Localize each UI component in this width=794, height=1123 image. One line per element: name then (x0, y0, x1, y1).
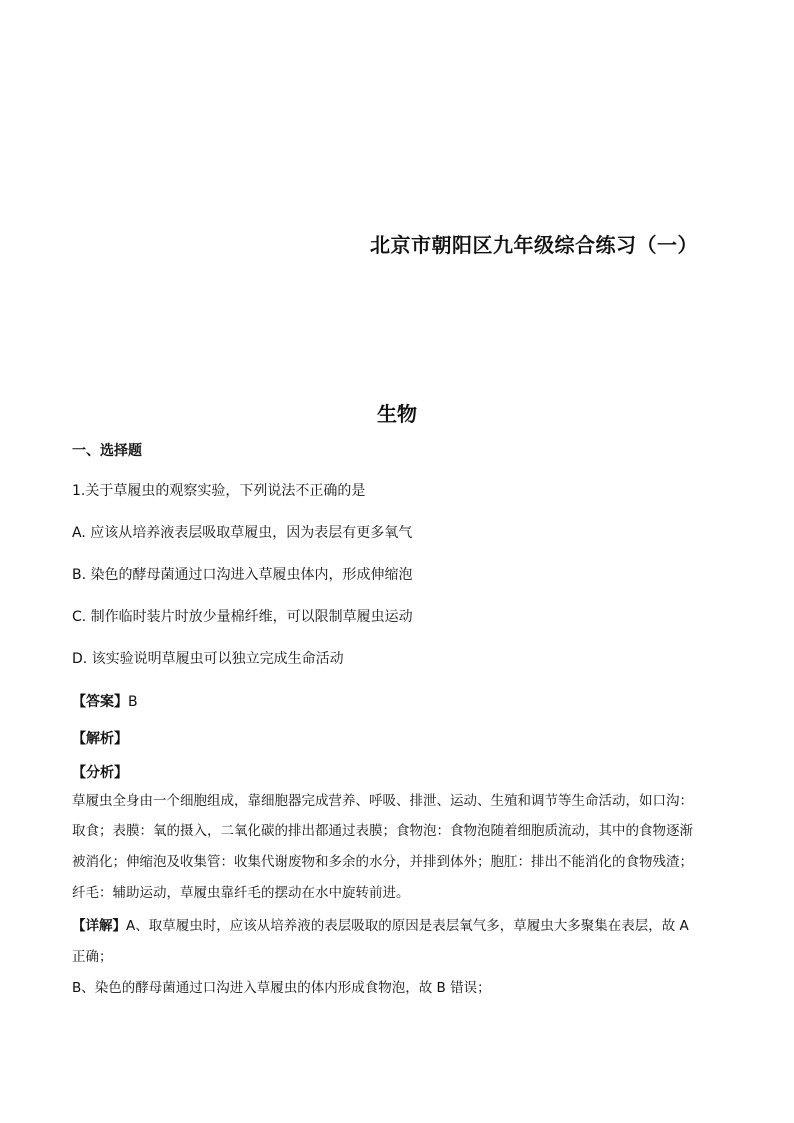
xiangjie-line-3: B、染色的酵母菌通过口沟进入草履虫的体内形成食物泡，故 B 错误； (72, 980, 491, 996)
answer-value: B (128, 694, 138, 710)
xiangjie-line-1: 【详解】A、取草履虫时，应该从培养液的表层吸取的原因是表层氧气多，草履虫大多聚集在表层，故 A (72, 918, 689, 934)
exam-title: 北京市朝阳区九年级综合练习（一） (370, 233, 698, 257)
option-a: A. 应该从培养液表层吸取草履虫，因为表层有更多氧气 (72, 525, 413, 541)
option-d: D. 该实验说明草履虫可以独立完成生命活动 (72, 651, 344, 667)
answer-line (72, 691, 138, 711)
jiexi-label: 【解析】 (72, 731, 128, 747)
answer-label: 【答案】 (72, 694, 128, 710)
fenxi-line-4: 纤毛：辅助运动，草履虫靠纤毛的摆动在水中旋转前进。 (72, 885, 410, 901)
subject-title: 生物 (377, 402, 417, 426)
option-b: B. 染色的酵母菌通过口沟进入草履虫体内，形成伸缩泡 (72, 567, 413, 583)
fenxi-line-2: 取食；表膜：氧的摄入，二氧化碳的排出都通过表膜；食物泡：食物泡随着细胞质流动，其中的食物逐渐 (72, 823, 693, 839)
fenxi-label: 【分析】 (72, 765, 128, 781)
question-stem: 1.关于草履虫的观察实验，下列说法不正确的是 (72, 483, 366, 499)
section-heading: 一、选择题 (72, 443, 142, 459)
fenxi-line-3: 被消化；伸缩泡及收集管：收集代谢废物和多余的水分，并排到体外；胞肛：排出不能消化的食物残渣； (72, 854, 693, 870)
xiangjie-line-2: 正确； (72, 949, 113, 965)
fenxi-line-1: 草履虫全身由一个细胞组成，靠细胞器完成营养、呼吸、排泄、运动、生殖和调节等生命活动，如口沟： (72, 793, 693, 809)
option-c: C. 制作临时装片时放少量棉纤维，可以限制草履虫运动 (72, 609, 413, 625)
xiangjie-label: 【详解】 (72, 918, 126, 934)
